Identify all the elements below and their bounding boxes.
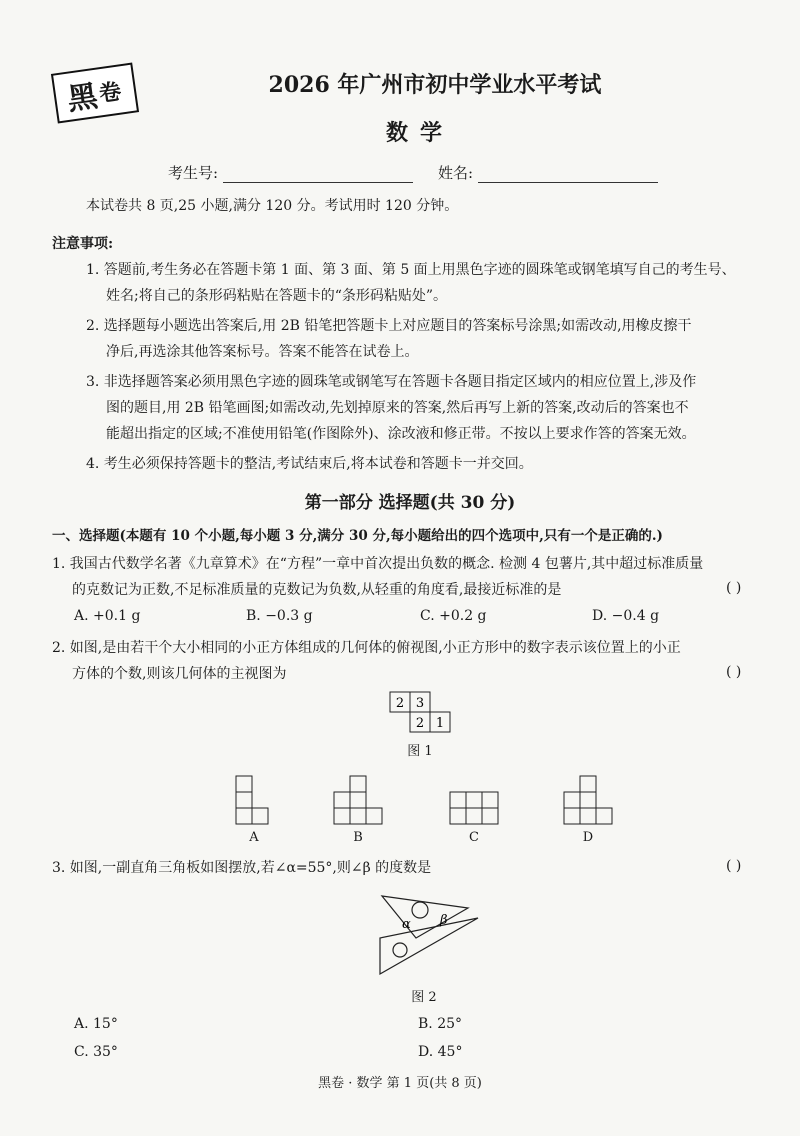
grid-number: 2 xyxy=(395,696,405,711)
part1-instruction: 一、选择题(本题有 10 个小题,每小题 3 分,满分 30 分,每小题给出的四个选项中,只有一个是正确的.) xyxy=(52,528,663,544)
q3-answer-paren: ( ) xyxy=(726,858,742,874)
q2-line1: 2. 如图,是由若干个大小相同的小正方体组成的几何体的俯视图,小正方形中的数字表示该位置上的小正 xyxy=(52,640,681,656)
grid-number: 1 xyxy=(435,716,445,731)
q1-option-d: D. −0.4 g xyxy=(592,608,660,624)
note-line: 姓名;将自己的条形码粘贴在答题卡的“条形码粘贴处”。 xyxy=(106,288,448,304)
note-line: 能超出指定的区域;不准使用铅笔(作图除外)、涂改液和修正带。不按以上要求作答的答案无效。 xyxy=(106,426,696,442)
stamp-sub: 卷 xyxy=(97,78,125,107)
name-label: 姓名: xyxy=(438,164,474,182)
note-line: 4. 考生必须保持答题卡的整洁,考试结束后,将本试卷和答题卡一并交回。 xyxy=(86,456,533,472)
q3-option-b: B. 25° xyxy=(418,1016,463,1032)
q2-answer-paren: ( ) xyxy=(726,664,742,680)
exam-title: 2026 年广州市初中学业水平考试 xyxy=(268,72,602,98)
q2-option-d-figure xyxy=(560,772,620,826)
q2-option-c-label: C xyxy=(469,830,479,845)
q2-option-a-label: A xyxy=(249,830,259,845)
q1-line1: 1. 我国古代数学名著《九章算术》在“方程”一章中首次提出负数的概念. 检测 4 包薯片,其中超过标准质量 xyxy=(52,556,704,572)
note-line: 1. 答题前,考生务必在答题卡第 1 面、第 3 面、第 5 面上用黑色字迹的圆珠笔或钢笔填写自己的考生号、 xyxy=(86,262,736,278)
candidate-no-blank xyxy=(223,166,413,183)
subject-title: 数学 xyxy=(385,120,454,146)
figure1-top-view xyxy=(386,690,466,736)
beta-label: β xyxy=(440,913,448,928)
figure2-set-squares xyxy=(376,882,482,978)
q3-option-d: D. 45° xyxy=(418,1044,463,1060)
name-field xyxy=(438,162,658,183)
exam-intro: 本试卷共 8 页,25 小题,满分 120 分。考试用时 120 分钟。 xyxy=(86,198,459,214)
figure1-caption: 图 1 xyxy=(407,744,433,759)
grid-number: 2 xyxy=(415,716,425,731)
alpha-label: α xyxy=(402,917,411,932)
q1-option-b: B. −0.3 g xyxy=(246,608,313,624)
q2-option-b-label: B xyxy=(353,830,363,845)
note-line: 净后,再选涂其他答案标号。答案不能答在试卷上。 xyxy=(106,344,419,360)
q2-option-a-figure xyxy=(226,772,286,826)
q3-line1: 3. 如图,一副直角三角板如图摆放,若∠α=55°,则∠β 的度数是 xyxy=(52,860,432,876)
note-line: 图的题目,用 2B 铅笔画图;如需改动,先划掉原来的答案,然后再写上新的答案,改动后的答案也不 xyxy=(106,400,689,416)
q2-option-b-figure xyxy=(330,772,390,826)
note-line: 2. 选择题每小题选出答案后,用 2B 铅笔把答题卡上对应题目的答案标号涂黑;如需改动,用橡皮擦干 xyxy=(86,318,692,334)
q2-line2: 方体的个数,则该几何体的主视图为 xyxy=(72,666,287,682)
grid-number: 3 xyxy=(415,696,425,711)
q1-option-c: C. +0.2 g xyxy=(420,608,487,624)
page-footer: 黑卷 · 数学 第 1 页(共 8 页) xyxy=(318,1076,482,1091)
name-blank xyxy=(478,166,658,183)
figure2-caption: 图 2 xyxy=(411,990,437,1005)
note-line: 3. 非选择题答案必须用黑色字迹的圆珠笔或钢笔写在答题卡各题目指定区域内的相应位置上,涉及作 xyxy=(86,374,697,390)
candidate-no-label: 考生号: xyxy=(168,164,219,182)
notes-heading: 注意事项: xyxy=(52,236,114,252)
part1-title: 第一部分 选择题(共 30 分) xyxy=(304,493,516,513)
stamp-main: 黑 xyxy=(65,78,102,118)
q1-answer-paren: ( ) xyxy=(726,580,742,596)
q1-line2: 的克数记为正数,不足标准质量的克数记为负数,从轻重的角度看,最接近标准的是 xyxy=(72,582,562,598)
candidate-no-field xyxy=(168,162,413,183)
q1-option-a: A. +0.1 g xyxy=(74,608,141,624)
q3-option-c: C. 35° xyxy=(74,1044,118,1060)
q2-option-d-label: D xyxy=(582,830,594,845)
q2-option-c-figure xyxy=(446,772,506,826)
q3-option-a: A. 15° xyxy=(74,1016,118,1032)
